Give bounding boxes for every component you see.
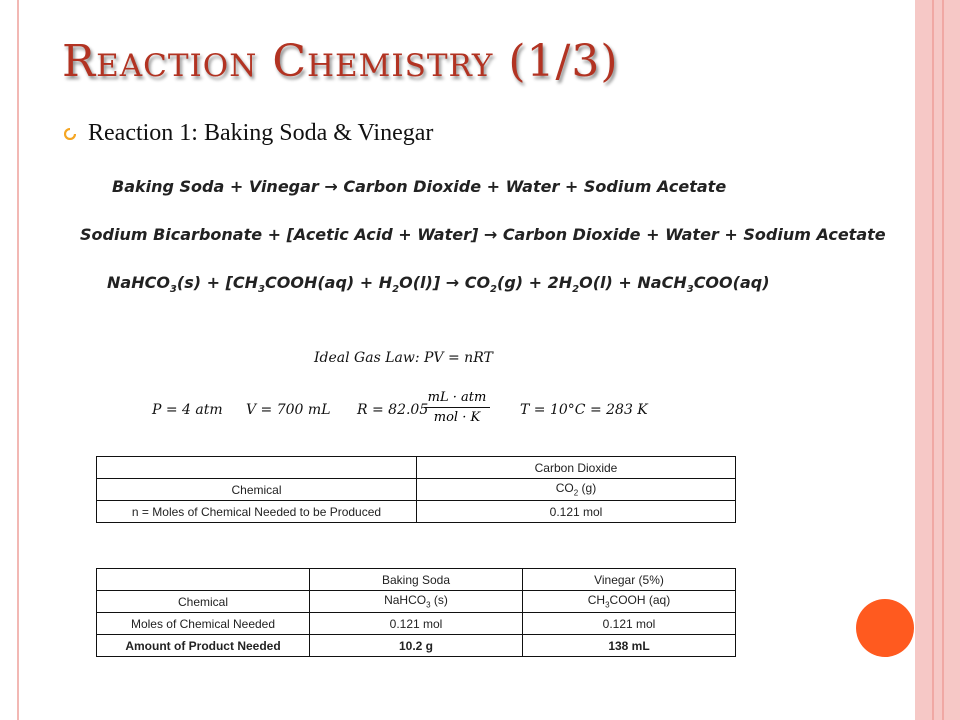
gas-constant-label: R = 82.05 [357, 402, 429, 418]
volume-value: V = 700 mL [246, 402, 331, 418]
gas-constant-denominator: mol · K [433, 410, 481, 425]
formula-equation: NaHCO$_3$(s) + $[CH_3COOH(aq) + H_2O(l)] \to CO_2(g) + 2H_2O(l)$ + NaCH$_3$COO(aq) [107, 273, 770, 296]
table-header-row [97, 569, 736, 591]
right-decor-line [932, 0, 934, 720]
temperature-value: T = 10°C = 283 K [520, 402, 648, 418]
ideal-gas-law-title: Ideal Gas Law: PV = nRT [314, 350, 493, 366]
gas-constant-units [424, 390, 490, 425]
table-cell: 0.121 mol [523, 613, 736, 635]
table-cell: 10.2 g [310, 635, 523, 657]
table-cell [97, 457, 417, 479]
table-cell: Amount of Product Needed [97, 635, 310, 657]
table-cell: 0.121 mol [310, 613, 523, 635]
bullet-icon [64, 128, 76, 140]
right-decor-line [942, 0, 944, 720]
pressure-value: P = 4 atm [152, 402, 223, 418]
slide-title: Reaction Chemistry (1/3) [62, 36, 619, 87]
table-cell [97, 569, 310, 591]
bullet-text: Reaction 1: Baking Soda & Vinegar [88, 120, 434, 146]
table-row [97, 591, 736, 613]
table-cell: Carbon Dioxide [417, 457, 736, 479]
table-cell: Vinegar (5%) [523, 569, 736, 591]
table-row [97, 613, 736, 635]
table-cell: Chemical [97, 591, 310, 613]
gas-constant-numerator: mL · atm [427, 390, 487, 405]
table-cell: $CO_2$ (g) [417, 479, 736, 501]
table-header-row [97, 457, 736, 479]
table-row [97, 479, 736, 501]
word-equation-chemical: Sodium Bicarbonate + [Acetic Acid + Water] → Carbon Dioxide + Water + Sodium Acetate [80, 225, 886, 244]
table-row [97, 501, 736, 523]
table-cell: 0.121 mol [417, 501, 736, 523]
decorative-circle [856, 599, 914, 657]
table-cell: n = Moles of Chemical Needed to be Produced [97, 501, 417, 523]
right-decor-band [915, 0, 960, 720]
table-cell: $CH_3COOH$ (aq) [523, 591, 736, 613]
table-cell: 138 mL [523, 635, 736, 657]
table-row [97, 635, 736, 657]
table-cell: Baking Soda [310, 569, 523, 591]
table-cell: NaHCO$_3$ (s) [310, 591, 523, 613]
co2-table [96, 456, 736, 523]
table-cell: Chemical [97, 479, 417, 501]
word-equation-common: Baking Soda + Vinegar → Carbon Dioxide + Water + Sodium Acetate [112, 177, 727, 196]
table-cell: Moles of Chemical Needed [97, 613, 310, 635]
reactants-table [96, 568, 736, 657]
